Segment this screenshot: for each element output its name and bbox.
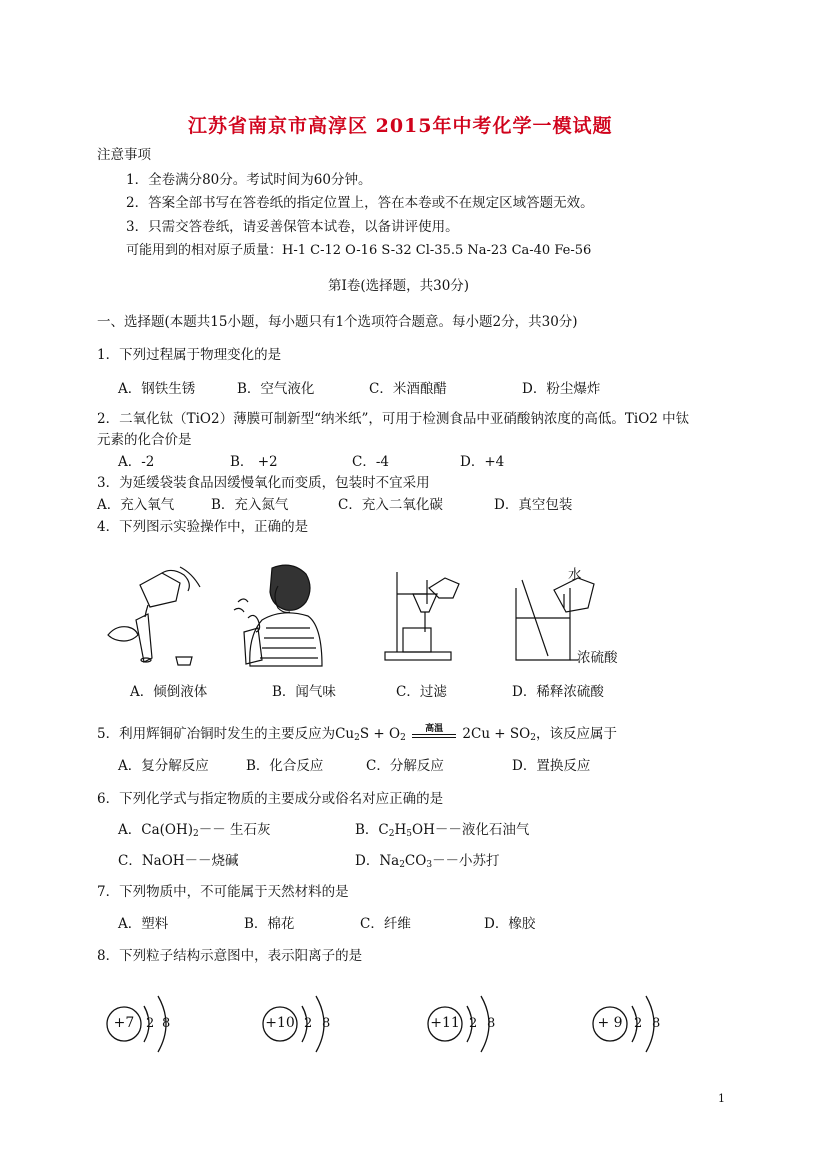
q2-option-c: C．-4 bbox=[352, 454, 389, 470]
q7-stem: 7．下列物质中，不可能属于天然材料的是 bbox=[97, 884, 349, 900]
q7-option-c: C．纤维 bbox=[360, 916, 411, 932]
q7-option-d: D．橡胶 bbox=[484, 916, 536, 932]
notice-item-2: 2．答案全部书写在答卷纸的指定位置上，答在本卷或不在规定区域答题无效。 bbox=[126, 195, 594, 211]
particle-1-shell1: 2 bbox=[146, 1016, 155, 1031]
q7-option-a: A．塑料 bbox=[118, 916, 169, 932]
particle-3-nucleus: +11 bbox=[430, 1015, 460, 1031]
q5-option-d: D．置换反应 bbox=[512, 758, 591, 774]
particle-1-nucleus: +7 bbox=[113, 1015, 135, 1031]
particle-3-shell2: 8 bbox=[487, 1016, 496, 1031]
figure-smelling bbox=[232, 562, 327, 667]
particle-2-shell2: 8 bbox=[322, 1016, 331, 1031]
label-water: 水 bbox=[568, 567, 582, 583]
particle-diagram-1 bbox=[102, 988, 182, 1060]
reaction-condition-arrow: 高温 bbox=[410, 726, 458, 744]
page-number: 1 bbox=[718, 1092, 725, 1105]
q3-option-c: C．充入二氧化碳 bbox=[338, 497, 443, 513]
q1-option-b: B．空气液化 bbox=[237, 381, 315, 397]
q4-option-d: D．稀释浓硫酸 bbox=[512, 684, 604, 700]
label-conc-sulfuric-acid: 浓硫酸 bbox=[577, 650, 618, 666]
q1-stem: 1．下列过程属于物理变化的是 bbox=[97, 347, 282, 363]
q3-option-b: B．充入氮气 bbox=[211, 497, 289, 513]
q4-option-c: C．过滤 bbox=[396, 684, 447, 700]
q2-option-a: A．-2 bbox=[118, 454, 155, 470]
q4-option-a: A．倾倒液体 bbox=[130, 684, 208, 700]
q6-option-c: C．NaOH－－烧碱 bbox=[118, 853, 239, 869]
particle-2-nucleus: +10 bbox=[265, 1015, 295, 1031]
q6-option-d: D．$Na_2CO_3--$小苏打 bbox=[355, 853, 500, 870]
q2-option-b: B． +2 bbox=[230, 454, 278, 470]
q3-option-a: A．充入氧气 bbox=[97, 497, 175, 513]
q1-option-a: A．钢铁生锈 bbox=[118, 381, 196, 397]
q4-option-b: B．闻气味 bbox=[272, 684, 336, 700]
q1-option-c: C．米酒酿醋 bbox=[369, 381, 447, 397]
q6-stem: 6．下列化学式与指定物质的主要成分或俗名对应正确的是 bbox=[97, 791, 444, 807]
q6-option-a: A．$Ca(OH)_2--$ 生石灰 bbox=[118, 822, 271, 839]
particle-3-shell1: 2 bbox=[469, 1016, 478, 1031]
q4-stem: 4．下列图示实验操作中，正确的是 bbox=[97, 519, 309, 535]
q6-option-b: B．$C_2H_5OH--$液化石油气 bbox=[355, 822, 530, 839]
q1-option-d: D．粉尘爆炸 bbox=[522, 381, 601, 397]
q2-stem-line2: 元素的化合价是 bbox=[97, 432, 192, 448]
q5-stem: 5．利用辉铜矿冶铜时发生的主要反应为$Cu_2S + O_2$ 高温 $2Cu + SO_2$，该反应属于 bbox=[97, 723, 617, 743]
q5-option-b: B．化合反应 bbox=[246, 758, 324, 774]
figure-filtration bbox=[383, 570, 483, 665]
particle-4-shell1: 2 bbox=[634, 1016, 643, 1031]
particle-1-shell2: 8 bbox=[162, 1016, 171, 1031]
section-title: 第Ⅰ卷(选择题，共30分) bbox=[328, 278, 470, 294]
notice-item-1: 1．全卷满分80分。考试时间为60分钟。 bbox=[126, 172, 372, 188]
q8-stem: 8．下列粒子结构示意图中，表示阳离子的是 bbox=[97, 948, 363, 964]
particle-2-shell1: 2 bbox=[304, 1016, 313, 1031]
q2-stem: 2．二氧化钛（TiO2）薄膜可制新型“纳米纸”，可用于检测食品中亚硝酸钠浓度的高低。TiO2 中钛 bbox=[97, 411, 690, 427]
notice-heading: 注意事项 bbox=[97, 147, 151, 163]
q2-option-d: D．+4 bbox=[460, 454, 505, 470]
notice-item-3: 3．只需交答卷纸，请妥善保管本试卷，以备讲评使用。 bbox=[126, 219, 459, 235]
q3-option-d: D．真空包装 bbox=[494, 497, 573, 513]
particle-4-nucleus: + 9 bbox=[597, 1015, 623, 1031]
q5-option-a: A．复分解反应 bbox=[118, 758, 209, 774]
atomic-masses: 可能用到的相对原子质量：H-1 C-12 O-16 S-32 Cl-35.5 Na-23 Ca-40 Fe-56 bbox=[126, 243, 592, 258]
figure-pouring-liquid bbox=[100, 565, 210, 665]
particle-diagram-3 bbox=[425, 988, 505, 1060]
particle-diagram-2 bbox=[260, 988, 340, 1060]
q5-option-c: C．分解反应 bbox=[366, 758, 444, 774]
particle-4-shell2: 8 bbox=[652, 1016, 661, 1031]
q7-option-b: B．棉花 bbox=[244, 916, 295, 932]
q3-stem: 3．为延缓袋装食品因缓慢氧化而变质，包装时不宜采用 bbox=[97, 475, 430, 491]
particle-diagram-4 bbox=[590, 988, 670, 1060]
part-one-heading: 一、选择题(本题共15小题，每小题只有1个选项符合题意。每小题2分，共30分) bbox=[97, 314, 578, 330]
exam-title: 江苏省南京市高淳区 2015年中考化学一模试题 bbox=[188, 115, 613, 137]
